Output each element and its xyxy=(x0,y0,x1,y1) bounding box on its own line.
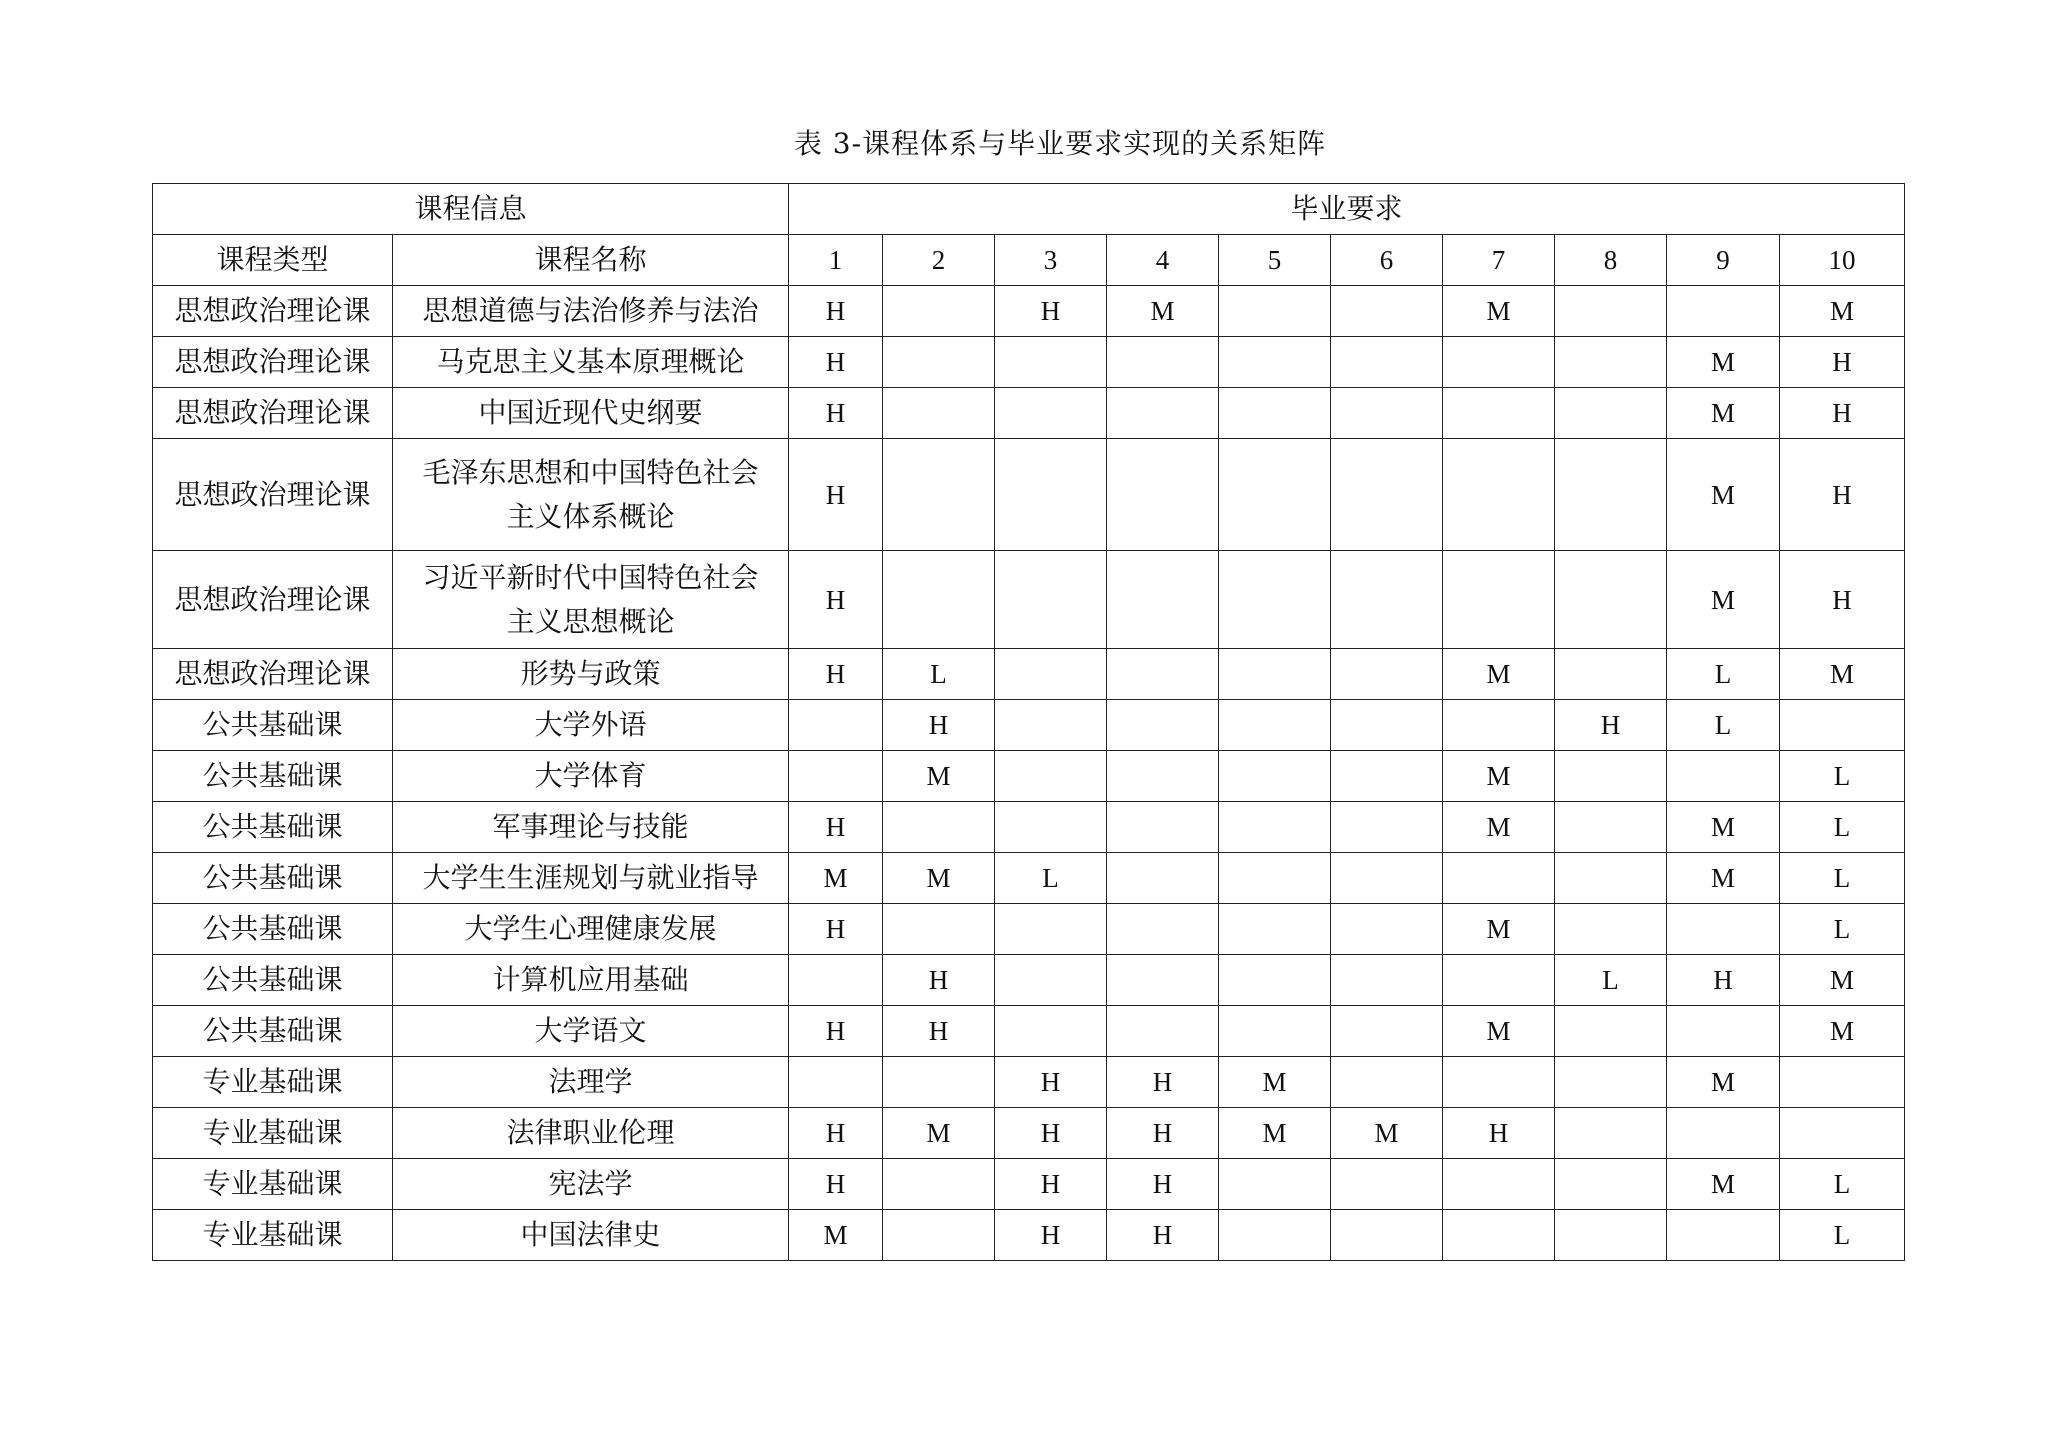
req-level-cell: H xyxy=(789,802,883,853)
req-level-cell xyxy=(995,388,1107,439)
table-row xyxy=(153,337,1905,388)
table-row xyxy=(153,751,1905,802)
req-level-cell: H xyxy=(789,439,883,551)
req-level-cell xyxy=(1555,802,1667,853)
req-level-cell: M xyxy=(1667,853,1780,904)
req-level-cell xyxy=(789,955,883,1006)
req-level-cell: M xyxy=(1443,649,1555,700)
req-level-cell xyxy=(995,955,1107,1006)
req-level-cell xyxy=(1443,1057,1555,1108)
course-name-cell: 思想道德与法治修养与法治 xyxy=(393,286,789,337)
req-level-cell xyxy=(1107,388,1219,439)
req-level-cell xyxy=(1219,337,1331,388)
table-row xyxy=(153,551,1905,649)
req-level-cell xyxy=(1331,1159,1443,1210)
req-level-cell: M xyxy=(1443,751,1555,802)
table-row xyxy=(153,1057,1905,1108)
req-level-cell xyxy=(1219,1159,1331,1210)
req-level-cell xyxy=(995,439,1107,551)
req-level-cell: H xyxy=(789,388,883,439)
table-row xyxy=(153,286,1905,337)
table-row xyxy=(153,1210,1905,1261)
req-level-cell: M xyxy=(1667,439,1780,551)
course-type-cell: 思想政治理论课 xyxy=(153,337,393,388)
req-level-cell: L xyxy=(1780,1210,1905,1261)
req-level-cell xyxy=(1443,551,1555,649)
req-level-cell xyxy=(1331,439,1443,551)
req-level-cell xyxy=(1219,551,1331,649)
req-level-cell: M xyxy=(1667,337,1780,388)
req-level-cell xyxy=(1107,649,1219,700)
req-level-cell xyxy=(1555,1006,1667,1057)
req-level-cell xyxy=(789,1057,883,1108)
course-name-header: 课程名称 xyxy=(393,235,789,286)
req-level-cell xyxy=(1555,439,1667,551)
req-level-cell xyxy=(1107,551,1219,649)
req-level-cell xyxy=(1331,1057,1443,1108)
req-level-cell xyxy=(1219,286,1331,337)
table-row xyxy=(153,388,1905,439)
req-level-cell: L xyxy=(1780,802,1905,853)
req-number-header: 3 xyxy=(995,235,1107,286)
req-level-cell xyxy=(1331,1006,1443,1057)
req-level-cell: H xyxy=(789,1108,883,1159)
req-level-cell: H xyxy=(1780,337,1905,388)
req-number-header: 4 xyxy=(1107,235,1219,286)
course-name-cell: 大学体育 xyxy=(393,751,789,802)
req-level-cell: M xyxy=(789,1210,883,1261)
table-row xyxy=(153,700,1905,751)
req-level-cell xyxy=(1667,1108,1780,1159)
req-number-header: 1 xyxy=(789,235,883,286)
req-level-cell xyxy=(1219,1006,1331,1057)
req-level-cell: M xyxy=(1667,388,1780,439)
req-level-cell xyxy=(1219,700,1331,751)
req-level-cell xyxy=(1667,1006,1780,1057)
req-level-cell: H xyxy=(995,1210,1107,1261)
req-level-cell: M xyxy=(1667,1057,1780,1108)
req-level-cell xyxy=(883,388,995,439)
req-level-cell xyxy=(1443,700,1555,751)
req-level-cell: L xyxy=(1667,649,1780,700)
req-level-cell xyxy=(995,1006,1107,1057)
req-level-cell xyxy=(883,1057,995,1108)
header-row-group xyxy=(153,184,1905,235)
req-level-cell: H xyxy=(789,649,883,700)
req-level-cell: M xyxy=(883,853,995,904)
course-type-cell: 专业基础课 xyxy=(153,1159,393,1210)
req-level-cell xyxy=(1107,853,1219,904)
req-level-cell xyxy=(1555,551,1667,649)
req-level-cell: L xyxy=(1667,700,1780,751)
req-level-cell xyxy=(883,439,995,551)
course-type-cell: 思想政治理论课 xyxy=(153,439,393,551)
req-level-cell: L xyxy=(1780,751,1905,802)
req-level-cell xyxy=(789,751,883,802)
req-level-cell xyxy=(1107,439,1219,551)
req-level-cell: H xyxy=(1780,551,1905,649)
req-level-cell xyxy=(1219,388,1331,439)
table-row xyxy=(153,1108,1905,1159)
course-type-header: 课程类型 xyxy=(153,235,393,286)
req-level-cell: H xyxy=(1555,700,1667,751)
course-type-cell: 思想政治理论课 xyxy=(153,388,393,439)
req-level-cell xyxy=(1555,388,1667,439)
req-level-cell xyxy=(1555,337,1667,388)
table-row xyxy=(153,1159,1905,1210)
req-number-header: 6 xyxy=(1331,235,1443,286)
req-level-cell: H xyxy=(1107,1057,1219,1108)
req-level-cell: M xyxy=(1331,1108,1443,1159)
req-level-cell: H xyxy=(789,1159,883,1210)
req-level-cell xyxy=(1555,649,1667,700)
req-level-cell: L xyxy=(1780,1159,1905,1210)
req-level-cell xyxy=(1331,649,1443,700)
course-name-cell: 军事理论与技能 xyxy=(393,802,789,853)
req-level-cell xyxy=(883,802,995,853)
req-level-cell: H xyxy=(1107,1159,1219,1210)
req-level-cell xyxy=(883,1210,995,1261)
req-level-cell xyxy=(1331,751,1443,802)
req-level-cell xyxy=(1331,904,1443,955)
course-type-cell: 公共基础课 xyxy=(153,700,393,751)
req-level-cell xyxy=(1219,853,1331,904)
req-level-cell: M xyxy=(1780,649,1905,700)
req-level-cell xyxy=(1780,1057,1905,1108)
req-level-cell xyxy=(1107,337,1219,388)
req-level-cell xyxy=(1219,802,1331,853)
req-level-cell: L xyxy=(995,853,1107,904)
req-level-cell: H xyxy=(789,286,883,337)
req-level-cell xyxy=(1107,1006,1219,1057)
course-type-cell: 思想政治理论课 xyxy=(153,551,393,649)
req-level-cell: L xyxy=(883,649,995,700)
req-level-cell: M xyxy=(1443,802,1555,853)
req-level-cell: H xyxy=(883,1006,995,1057)
course-name-cell: 法理学 xyxy=(393,1057,789,1108)
course-type-cell: 专业基础课 xyxy=(153,1057,393,1108)
relation-matrix-table xyxy=(152,183,1905,1261)
req-level-cell xyxy=(1555,1057,1667,1108)
course-name-cell: 大学生生涯规划与就业指导 xyxy=(393,853,789,904)
req-level-cell: H xyxy=(1107,1108,1219,1159)
req-level-cell xyxy=(1443,1159,1555,1210)
req-level-cell: H xyxy=(789,551,883,649)
req-level-cell xyxy=(883,551,995,649)
req-level-cell xyxy=(1331,286,1443,337)
req-level-cell xyxy=(883,337,995,388)
req-level-cell xyxy=(1555,1108,1667,1159)
req-level-cell: M xyxy=(1667,551,1780,649)
req-level-cell xyxy=(995,751,1107,802)
req-level-cell: L xyxy=(1780,853,1905,904)
req-level-cell xyxy=(1331,1210,1443,1261)
req-level-cell xyxy=(995,700,1107,751)
req-level-cell xyxy=(995,904,1107,955)
course-name-cell: 大学生心理健康发展 xyxy=(393,904,789,955)
req-number-header: 7 xyxy=(1443,235,1555,286)
req-level-cell: L xyxy=(1780,904,1905,955)
req-level-cell xyxy=(1331,700,1443,751)
req-level-cell xyxy=(1331,337,1443,388)
req-level-cell xyxy=(995,337,1107,388)
req-level-cell: L xyxy=(1555,955,1667,1006)
req-level-cell xyxy=(995,649,1107,700)
req-level-cell xyxy=(1555,1159,1667,1210)
req-level-cell xyxy=(1107,700,1219,751)
req-level-cell: M xyxy=(883,1108,995,1159)
req-level-cell xyxy=(1107,751,1219,802)
req-number-header: 10 xyxy=(1780,235,1905,286)
req-level-cell: M xyxy=(789,853,883,904)
table-row xyxy=(153,853,1905,904)
course-type-cell: 公共基础课 xyxy=(153,802,393,853)
course-type-cell: 思想政治理论课 xyxy=(153,286,393,337)
req-level-cell: M xyxy=(1219,1057,1331,1108)
req-level-cell xyxy=(1780,700,1905,751)
req-level-cell: H xyxy=(789,1006,883,1057)
req-level-cell xyxy=(995,551,1107,649)
req-level-cell xyxy=(883,286,995,337)
grad-req-header: 毕业要求 xyxy=(789,184,1905,235)
req-number-header: 8 xyxy=(1555,235,1667,286)
course-name-cell: 大学外语 xyxy=(393,700,789,751)
req-level-cell xyxy=(1667,286,1780,337)
req-level-cell: H xyxy=(995,286,1107,337)
req-level-cell: H xyxy=(789,337,883,388)
course-name-cell: 毛泽东思想和中国特色社会主义体系概论 xyxy=(393,439,789,551)
req-level-cell: M xyxy=(1443,286,1555,337)
course-name-cell: 中国近现代史纲要 xyxy=(393,388,789,439)
course-type-cell: 思想政治理论课 xyxy=(153,649,393,700)
req-level-cell xyxy=(883,904,995,955)
req-number-header: 9 xyxy=(1667,235,1780,286)
req-level-cell: M xyxy=(1667,1159,1780,1210)
req-level-cell: H xyxy=(1780,439,1905,551)
course-type-cell: 公共基础课 xyxy=(153,853,393,904)
req-level-cell: M xyxy=(1780,955,1905,1006)
req-level-cell xyxy=(1667,751,1780,802)
table-row xyxy=(153,802,1905,853)
table-row xyxy=(153,904,1905,955)
course-type-cell: 公共基础课 xyxy=(153,955,393,1006)
table-title: 表 3-课程体系与毕业要求实现的关系矩阵 xyxy=(793,127,1327,160)
req-level-cell xyxy=(1555,286,1667,337)
req-level-cell xyxy=(1555,1210,1667,1261)
req-number-header: 5 xyxy=(1219,235,1331,286)
course-type-cell: 专业基础课 xyxy=(153,1108,393,1159)
course-name-cell: 马克思主义基本原理概论 xyxy=(393,337,789,388)
req-level-cell: H xyxy=(1107,1210,1219,1261)
matrix-body xyxy=(153,184,1905,1261)
header-row-columns xyxy=(153,235,1905,286)
req-level-cell xyxy=(1667,1210,1780,1261)
req-level-cell xyxy=(1443,1210,1555,1261)
req-level-cell xyxy=(1219,649,1331,700)
req-level-cell: H xyxy=(1443,1108,1555,1159)
req-level-cell xyxy=(1107,904,1219,955)
req-level-cell xyxy=(1107,955,1219,1006)
req-level-cell xyxy=(1443,337,1555,388)
course-name-cell: 形势与政策 xyxy=(393,649,789,700)
course-name-cell: 习近平新时代中国特色社会主义思想概论 xyxy=(393,551,789,649)
req-level-cell xyxy=(883,1159,995,1210)
course-name-cell: 中国法律史 xyxy=(393,1210,789,1261)
table-row xyxy=(153,439,1905,551)
req-level-cell xyxy=(1443,853,1555,904)
req-level-cell: H xyxy=(995,1108,1107,1159)
req-level-cell xyxy=(1555,751,1667,802)
req-level-cell xyxy=(1443,388,1555,439)
req-level-cell xyxy=(1331,388,1443,439)
req-level-cell xyxy=(1219,955,1331,1006)
req-level-cell xyxy=(789,700,883,751)
req-level-cell: M xyxy=(1107,286,1219,337)
req-level-cell: M xyxy=(1667,802,1780,853)
req-level-cell: M xyxy=(1443,1006,1555,1057)
req-level-cell xyxy=(1443,955,1555,1006)
course-name-cell: 法律职业伦理 xyxy=(393,1108,789,1159)
course-type-cell: 公共基础课 xyxy=(153,751,393,802)
req-level-cell xyxy=(1331,853,1443,904)
req-level-cell xyxy=(1443,439,1555,551)
table-row xyxy=(153,955,1905,1006)
course-name-cell: 宪法学 xyxy=(393,1159,789,1210)
req-level-cell: H xyxy=(1780,388,1905,439)
req-level-cell: H xyxy=(995,1159,1107,1210)
req-level-cell: M xyxy=(883,751,995,802)
req-level-cell: H xyxy=(789,904,883,955)
req-level-cell: H xyxy=(995,1057,1107,1108)
course-name-cell: 计算机应用基础 xyxy=(393,955,789,1006)
req-level-cell xyxy=(1107,802,1219,853)
req-level-cell xyxy=(1219,904,1331,955)
course-info-header: 课程信息 xyxy=(153,184,789,235)
req-level-cell xyxy=(1780,1108,1905,1159)
req-level-cell xyxy=(1555,853,1667,904)
req-level-cell xyxy=(1219,1210,1331,1261)
table-row xyxy=(153,649,1905,700)
req-number-header: 2 xyxy=(883,235,995,286)
course-type-cell: 专业基础课 xyxy=(153,1210,393,1261)
req-level-cell xyxy=(1219,751,1331,802)
req-level-cell: H xyxy=(883,955,995,1006)
req-level-cell: M xyxy=(1443,904,1555,955)
course-type-cell: 公共基础课 xyxy=(153,904,393,955)
req-level-cell xyxy=(1219,439,1331,551)
req-level-cell xyxy=(1331,955,1443,1006)
req-level-cell xyxy=(1331,551,1443,649)
req-level-cell: M xyxy=(1780,286,1905,337)
req-level-cell xyxy=(1331,802,1443,853)
req-level-cell: H xyxy=(1667,955,1780,1006)
req-level-cell xyxy=(1667,904,1780,955)
req-level-cell xyxy=(995,802,1107,853)
req-level-cell: H xyxy=(883,700,995,751)
course-name-cell: 大学语文 xyxy=(393,1006,789,1057)
table-row xyxy=(153,1006,1905,1057)
course-type-cell: 公共基础课 xyxy=(153,1006,393,1057)
req-level-cell: M xyxy=(1219,1108,1331,1159)
req-level-cell: M xyxy=(1780,1006,1905,1057)
req-level-cell xyxy=(1555,904,1667,955)
